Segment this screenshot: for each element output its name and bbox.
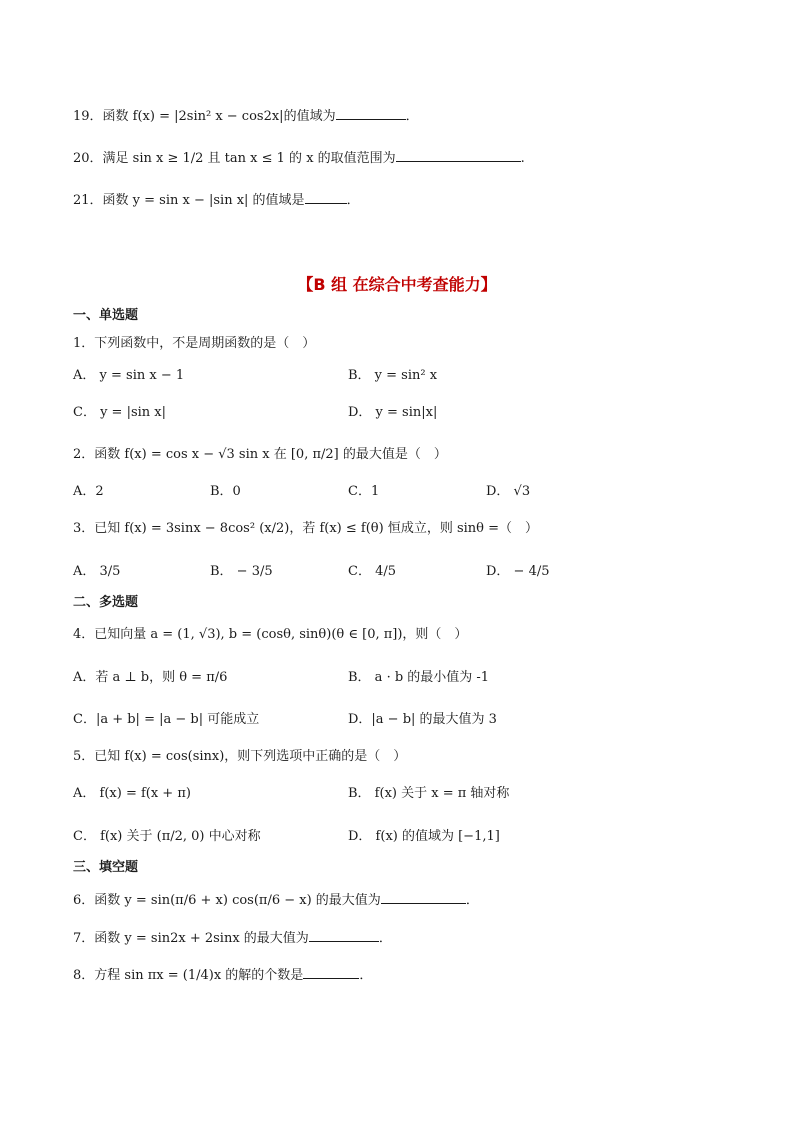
question-21	[73, 190, 360, 211]
q4-option-d: D．|a − b| 的最大值为 3	[348, 712, 497, 727]
q5-option-d: D． f(x) 的值域为 [−1,1]	[348, 829, 500, 844]
question-2-stem: 2．函数 f(x) = cos x − √3 sin x 在 [0, π/2] 的最大值是（ ）	[73, 447, 447, 462]
punctuation: ．	[405, 109, 419, 124]
q1-option-d: D． y = sin|x|	[348, 405, 438, 420]
question-text: 8．方程 sin πx = (1/4)x 的解的个数是	[73, 968, 304, 983]
section-b-title: 【B 组 在综合中考查能力】	[297, 275, 497, 294]
question-8	[73, 965, 372, 986]
question-text: 6．函数 y = sin(π/6 + x) cos(π/6 − x) 的最大值为	[73, 893, 381, 908]
answer-blank	[303, 965, 359, 979]
q4-option-c: C．|a + b| = |a − b| 可能成立	[73, 712, 260, 727]
question-1-stem: 1．下列函数中，不是周期函数的是（ ）	[73, 336, 316, 351]
q2-option-c: C．1	[348, 484, 380, 499]
q4-option-a: A．若 a ⊥ b，则 θ = π/6	[73, 670, 228, 685]
q3-option-c: C． 4/5	[348, 564, 397, 579]
single-choice-heading: 一、单选题	[73, 308, 139, 323]
question-5-stem: 5．已知 f(x) = cos(sinx)，则下列选项中正确的是（ ）	[73, 749, 407, 764]
answer-blank	[309, 928, 379, 942]
question-4-stem: 4．已知向量 a = (1, √3), b = (cosθ, sinθ)(θ ∈ [0, π])，则（ ）	[73, 627, 468, 642]
question-text: 21．函数 y = sin x − |sin x| 的值域是	[73, 193, 305, 208]
answer-blank	[381, 890, 466, 904]
q1-option-a: A． y = sin x − 1	[73, 368, 185, 383]
answer-blank	[305, 190, 347, 204]
fill-blank-heading: 三、填空题	[73, 860, 139, 875]
question-20	[73, 148, 525, 169]
punctuation: ．	[465, 893, 479, 908]
question-text: 19．函数 f(x) = |2sin² x − cos2x|的值域为	[73, 109, 336, 124]
punctuation: ．	[346, 193, 360, 208]
question-7	[73, 928, 392, 949]
q2-option-a: A．2	[73, 484, 104, 499]
punctuation: ．	[378, 931, 392, 946]
question-19	[73, 106, 419, 127]
q5-option-c: C． f(x) 关于 (π/2, 0) 中心对称	[73, 829, 261, 844]
question-3-stem: 3．已知 f(x) = 3sinx − 8cos² (x/2)，若 f(x) ≤ f(θ) 恒成立，则 sinθ =（ ）	[73, 521, 539, 536]
answer-blank	[396, 148, 521, 162]
multi-choice-heading: 二、多选题	[73, 595, 139, 610]
q1-option-c: C． y = |sin x|	[73, 405, 167, 420]
question-text: 20．满足 sin x ≥ 1/2 且 tan x ≤ 1 的 x 的取值范围为	[73, 151, 396, 166]
question-text: 7．函数 y = sin2x + 2sinx 的最大值为	[73, 931, 309, 946]
punctuation: .	[520, 151, 525, 166]
q1-option-b: B． y = sin² x	[348, 368, 438, 383]
q5-option-a: A． f(x) = f(x + π)	[73, 786, 191, 801]
q3-option-a: A． 3/5	[73, 564, 121, 579]
q2-option-b: B．0	[210, 484, 241, 499]
q3-option-b: B． − 3/5	[210, 564, 273, 579]
q3-option-d: D． − 4/5	[486, 564, 550, 579]
q2-option-d: D． √3	[486, 484, 531, 499]
answer-blank	[336, 106, 406, 120]
punctuation: ．	[359, 968, 373, 983]
question-6	[73, 890, 479, 911]
q5-option-b: B． f(x) 关于 x = π 轴对称	[348, 786, 510, 801]
q4-option-b: B． a · b 的最小值为 -1	[348, 670, 490, 685]
